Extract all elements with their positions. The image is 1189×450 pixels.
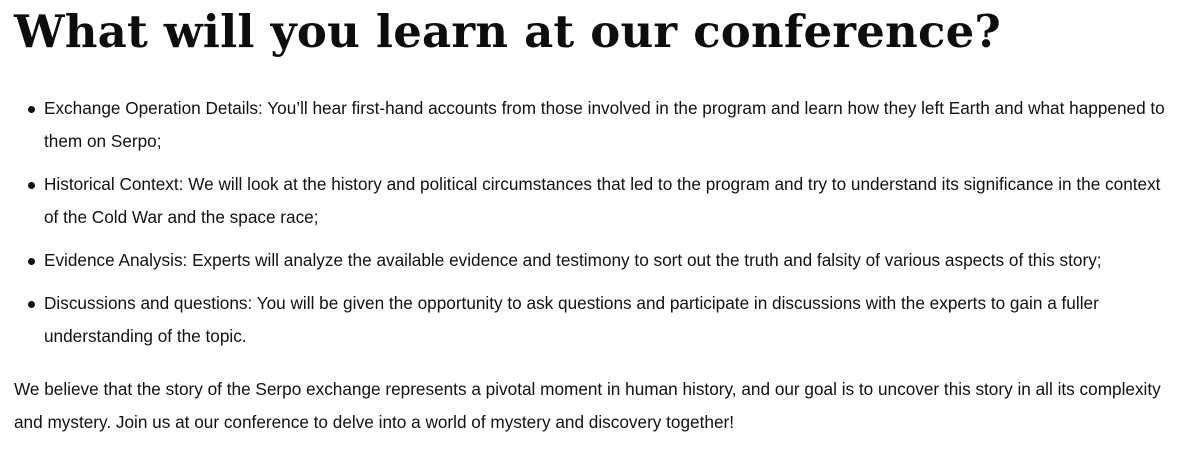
list-item-text: Historical Context: We will look at the history and political circumstances that led to the program and try to understand its significance in the context of the Cold War and the space race; bbox=[44, 174, 1161, 227]
list-item-text: Discussions and questions: You will be given the opportunity to ask questions and participate in discussions with the experts to gain a fuller understanding of the topic. bbox=[44, 293, 1099, 346]
bullet-icon bbox=[28, 182, 35, 189]
closing-paragraph: We believe that the story of the Serpo exchange represents a pivotal moment in human history, and our goal is to uncover this story in all its complexity and mystery. Join us at our conference to delve into a world of mystery and discovery together! bbox=[14, 379, 1161, 432]
bullet-icon bbox=[28, 258, 35, 265]
bullet-icon bbox=[28, 301, 35, 308]
list-item bbox=[44, 287, 1179, 353]
list-item-text: Exchange Operation Details: You’ll hear first-hand accounts from those involved in the program and learn how they left Earth and what happened to them on Serpo; bbox=[44, 98, 1165, 151]
topics-list bbox=[14, 92, 1179, 353]
bullet-icon bbox=[28, 106, 35, 113]
list-item bbox=[44, 92, 1179, 158]
list-item bbox=[44, 168, 1179, 234]
page-title: What will you learn at our conference? bbox=[14, 5, 1001, 58]
list-item-text: Evidence Analysis: Experts will analyze the available evidence and testimony to sort out the truth and falsity of various aspects of this story; bbox=[44, 250, 1102, 270]
list-item bbox=[44, 244, 1179, 277]
